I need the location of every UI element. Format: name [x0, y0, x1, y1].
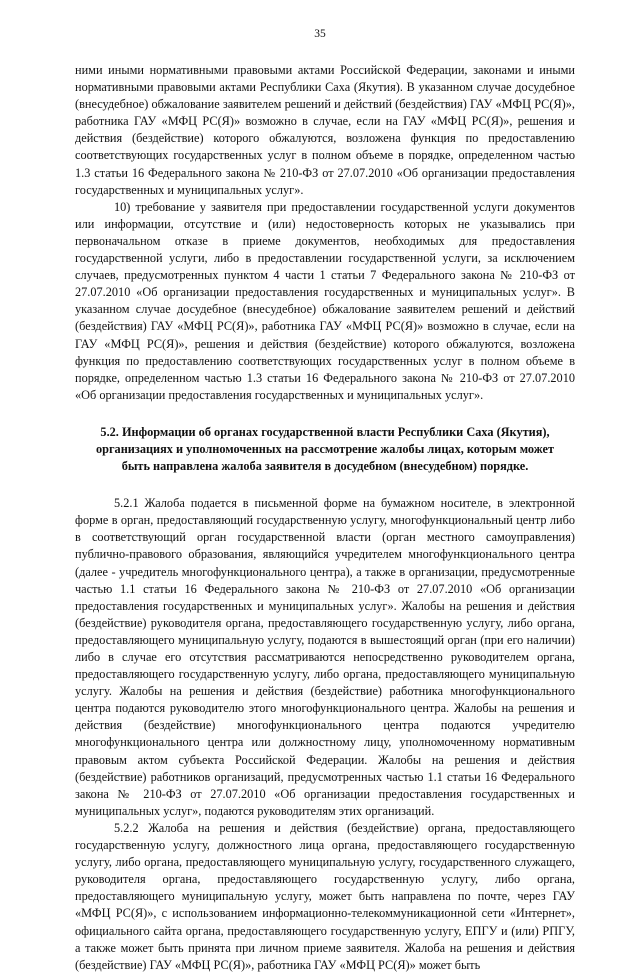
paragraph-5-2-1: 5.2.1 Жалоба подается в письменной форме на бумажном носителе, в электронной форме в орган, предоставляющий государственную услугу, многофункциональный центр либо в соответствующий орган государственной власти (орган местного самоуправления) публично-правового образования, являющийся учредителем многофункционального центра (далее - учредитель многофункционального центра), а также в организации, предусмотренные частью 1.1 статьи 16 Федерального закона № 210-ФЗ от 27.07.2010 «Об организации предоставления государственных и муниципальных услуг». Жалобы на решения и действия (бездействие) руководителя органа, предоставляющего государственную услугу, либо органа, предоставляющего муниципальную услугу, подаются в вышестоящий орган (при его наличии) либо в случае его отсутствия рассматриваются непосредственно руководителем органа, предоставляющего государственную услугу, либо органа, предоставляющего муниципальную услугу. Жалобы на решения и действия (бездействие) работника многофункционального центра подаются руководителю этого многофункционального центра. Жалобы на решения и действия (бездействие) многофункционального центра подаются учредителю многофункционального центра или должностному лицу, уполномоченному нормативным правовым актом субъекта Российской Федерации. Жалобы на решения и действия (бездействие) работников организаций, предусмотренных частью 1.1 статьи 16 Федерального закона № 210-ФЗ от 27.07.2010 «Об организации предоставления государственных и муниципальных услуг», подаются руководителям этих организаций.: [75, 496, 575, 818]
paragraph-5-2-2: 5.2.2 Жалоба на решения и действия (бездействие) органа, предоставляющего государственную услугу, должностного лица органа, предоставляющего государственную услугу, либо органа, предоставляющего муниципальную услугу, государственного служащего, руководителя органа, предоставляющего государственную услугу, либо органа, предоставляющего муниципальную услугу, может быть направлена по почте, через ГАУ «МФЦ РС(Я)», с использованием информационно-телекоммуникационной сети «Интернет», официального сайта органа, предоставляющего государственную услугу, ЕПГУ и (или) РПГУ, а также может быть принята при личном приеме заявителя. Жалоба на решения и действия (бездействие) ГАУ «МФЦ РС(Я)», работника ГАУ «МФЦ РС(Я)» может быть: [75, 820, 575, 972]
section-heading-5-2: 5.2. Информации об органах государственной власти Республики Саха (Якутия), организациях и уполномоченных на рассмотрение жалобы лицах, которым может быть направлена жалоба заявителя в досудебном (внесудебном) порядке.: [95, 424, 555, 474]
paragraph-item-10: 10) требование у заявителя при предоставлении государственной услуги документов или информации, отсутствие и (или) недостоверность которых не указывались при первоначальном отказе в приеме документов, необходимых для предоставления государственной услуги, либо в предоставлении государственной услуги, за исключением случаев, предусмотренных пунктом 4 части 1 статьи 7 Федерального закона № 210-ФЗ от 27.07.2010 «Об организации предоставления государственных и муниципальных услуг». В указанном случае досудебное (внесудебное) обжалование заявителем решений и действий (бездействия) ГАУ «МФЦ РС(Я)», работника ГАУ «МФЦ РС(Я)» возможно в случае, если на ГАУ «МФЦ РС(Я)», решения и действия (бездействие) которого обжалуются, возложена функция по предоставлению соответствующих государственных услуг в полном объеме в порядке, определенном частью 1.3 статьи 16 Федерального закона № 210-ФЗ от 27.07.2010 «Об организации предоставления государственных и муниципальных услуг».: [75, 199, 575, 402]
page-number: 35: [314, 28, 326, 40]
paragraph-continuation: ними иными нормативными правовыми актами Российской Федерации, законами и иными нормативными правовыми актами Республики Саха (Якутия). В указанном случае досудебное (внесудебное) обжалование заявителем решений и действий (бездействия) ГАУ «МФЦ РС(Я)», работника ГАУ «МФЦ РС(Я)» возможно в случае, если на ГАУ «МФЦ РС(Я)», решения и действия (бездействие) которого обжалуются, возложена функция по предоставлению соответствующих государственных услуг в полном объеме в порядке, определенном частью 1.3 статьи 16 Федерального закона № 210-ФЗ от 27.07.2010 «Об организации предоставления государственных и муниципальных услуг».: [75, 63, 575, 197]
document-body: [75, 62, 575, 974]
